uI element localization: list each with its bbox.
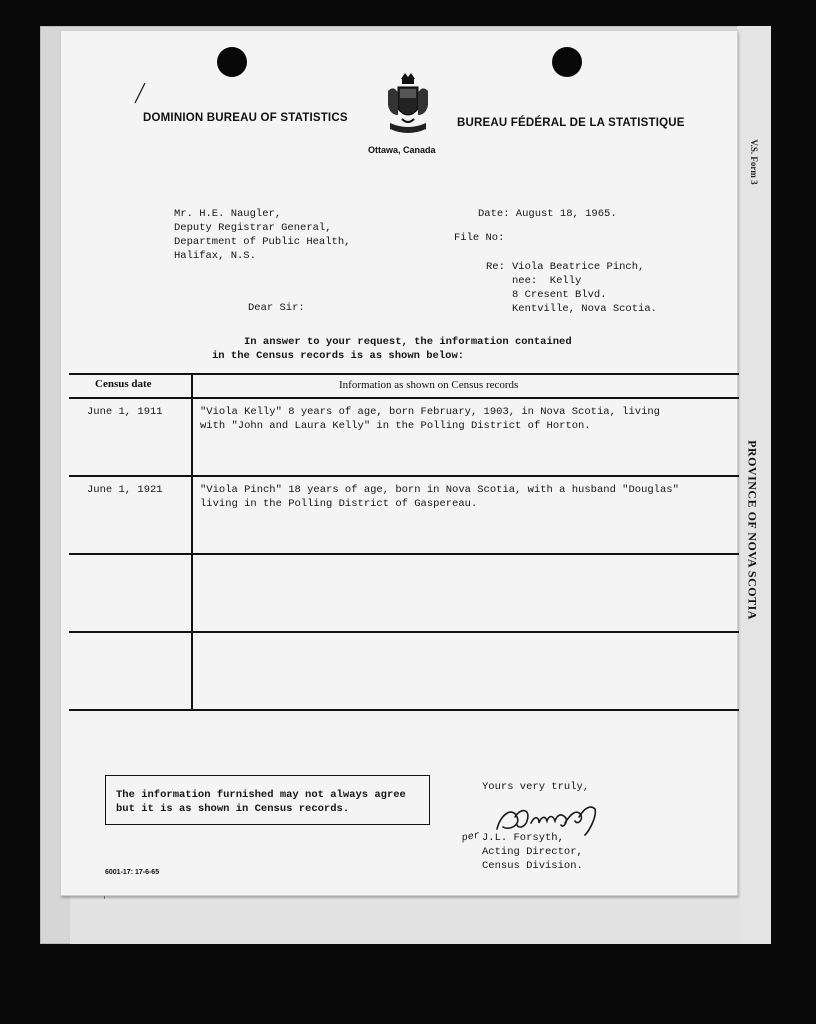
table-rule <box>69 553 739 555</box>
recipient-line: Deputy Registrar General, <box>174 222 332 234</box>
per-mark: per <box>461 830 481 845</box>
pencil-check-mark <box>133 79 153 109</box>
row-info-line: "Viola Pinch" 18 years of age, born in Nova Scotia, with a husband "Douglas" <box>200 484 679 496</box>
re-line: 8 Cresent Blvd. <box>512 289 607 301</box>
row-info-line: "Viola Kelly" 8 years of age, born February, 1903, in Nova Scotia, living <box>200 406 660 418</box>
punch-hole <box>217 47 247 77</box>
intro-line: In answer to your request, the information contained <box>244 336 572 348</box>
signatory-title: Acting Director, <box>482 846 583 858</box>
re-line: Viola Beatrice Pinch, <box>512 261 645 273</box>
column-header-info: Information as shown on Census records <box>339 379 519 391</box>
punch-hole <box>552 47 582 77</box>
file-number: File No: <box>454 232 505 244</box>
signatory-name: J.L. Forsyth, <box>482 832 564 844</box>
row-date: June 1, 1911 <box>87 406 163 418</box>
recipient-line: Halifax, N.S. <box>174 250 256 262</box>
table-rule <box>69 373 739 375</box>
coat-of-arms-icon <box>384 71 432 139</box>
province-label: PROVINCE OF NOVA SCOTIA <box>745 440 760 620</box>
row-info-line: with "John and Laura Kelly" in the Polling District of Horton. <box>200 420 591 432</box>
census-table <box>69 373 739 711</box>
disclaimer-box <box>105 775 430 825</box>
intro-line: in the Census records is as shown below: <box>212 350 465 362</box>
table-rule <box>69 475 739 477</box>
valediction: Yours very truly, <box>482 781 590 793</box>
re-line: Kentville, Nova Scotia. <box>512 303 657 315</box>
disclaimer-line: but it is as shown in Census records. <box>116 803 350 815</box>
underlying-form-strip <box>70 890 740 944</box>
recipient-line: Mr. H.E. Naugler, <box>174 208 282 220</box>
row-info-line: living in the Polling District of Gaspereau. <box>200 498 478 510</box>
form-number: 6001-17: 17-6-65 <box>105 869 160 876</box>
form-label: V.S. Form 3 <box>749 139 759 185</box>
table-rule <box>69 397 739 399</box>
letter-date: Date: August 18, 1965. <box>478 208 617 220</box>
recipient-line: Department of Public Health, <box>174 236 351 248</box>
letterhead-city: Ottawa, Canada <box>368 145 436 155</box>
table-divider <box>191 373 193 710</box>
letterhead-english: DOMINION BUREAU OF STATISTICS <box>143 112 348 124</box>
table-rule <box>69 631 739 633</box>
table-rule <box>69 709 739 711</box>
re-label: Re: <box>486 261 505 273</box>
re-line: nee: Kelly <box>512 275 582 287</box>
letterhead-french: BUREAU FÉDÉRAL DE LA STATISTIQUE <box>457 117 685 129</box>
row-date: June 1, 1921 <box>87 484 163 496</box>
salutation: Dear Sir: <box>248 302 305 314</box>
letter-page <box>60 30 738 896</box>
disclaimer-line: The information furnished may not always agree <box>116 789 406 801</box>
signatory-title: Census Division. <box>482 860 583 872</box>
column-header-date: Census date <box>95 378 152 390</box>
